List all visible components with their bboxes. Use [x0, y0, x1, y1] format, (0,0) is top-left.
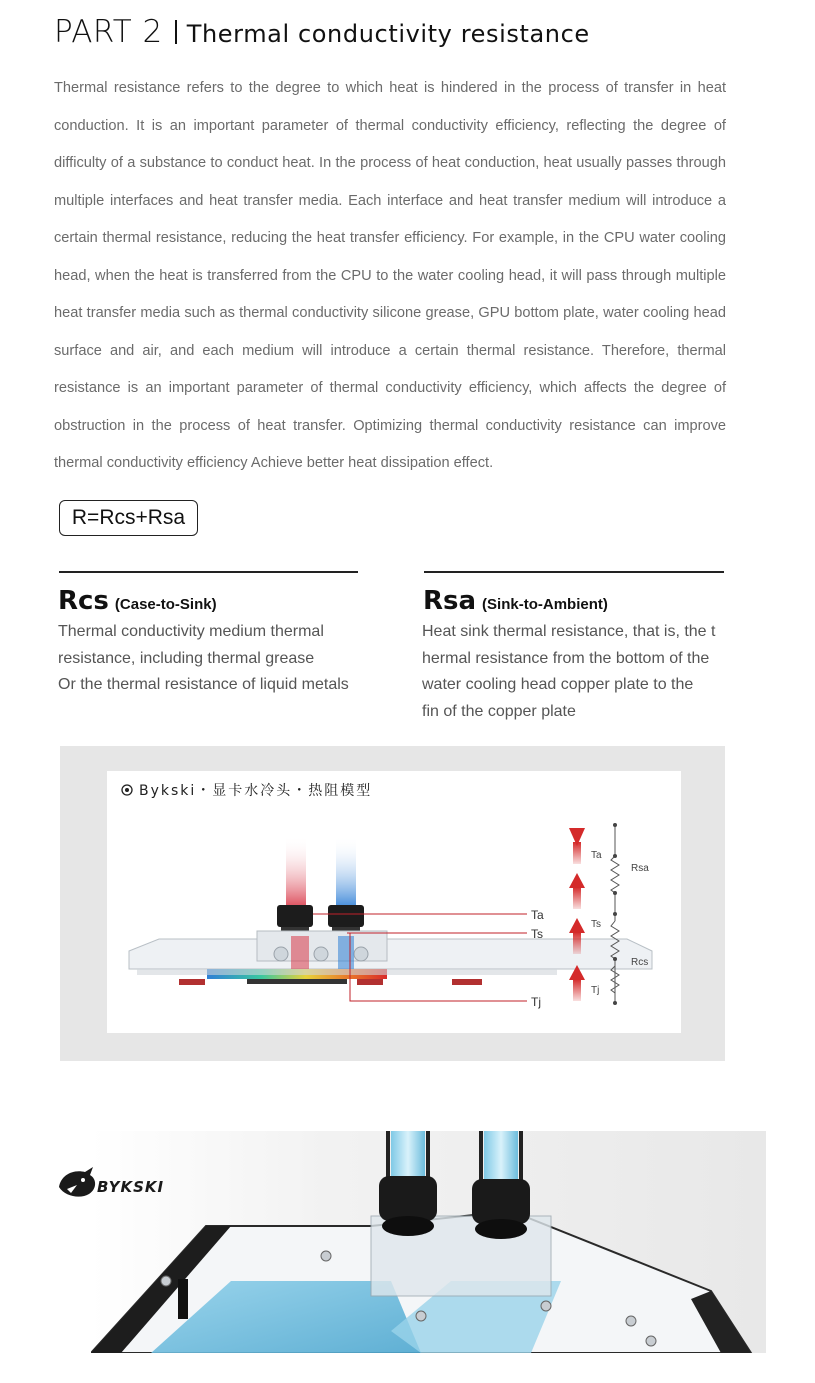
callout-ts: Ts	[531, 927, 543, 941]
scale-label-ta: Ta	[591, 850, 602, 861]
rcs-abbr: Rcs	[58, 586, 109, 616]
thermal-resistance-diagram	[107, 771, 681, 1033]
rsa-full-name: (Sink-to-Ambient)	[482, 596, 608, 613]
formula-box: R=Rcs+Rsa	[59, 500, 198, 536]
section-title: Thermal conductivity resistance	[186, 20, 590, 48]
scale-label-ts: Ts	[591, 919, 601, 930]
rcs-line: Thermal conductivity medium thermal	[58, 623, 324, 640]
heat-arrows	[569, 828, 585, 1001]
rsa-heading	[423, 586, 608, 616]
rsa-description	[422, 619, 732, 725]
rcs-heading	[58, 586, 217, 616]
bykski-logo-mark	[55, 1163, 165, 1199]
resistor-label-rsa: Rsa	[631, 863, 649, 874]
rcs-line: resistance, including thermal grease	[58, 649, 315, 667]
resistor-label-rcs: Rcs	[631, 957, 649, 968]
rcs-full-name: (Case-to-Sink)	[114, 596, 217, 613]
rcs-line: Or the thermal resistance of liquid metals	[58, 676, 349, 693]
hot-tube	[286, 836, 306, 911]
rsa-divider	[424, 571, 724, 573]
cold-tube	[336, 836, 356, 911]
diagram-caption	[122, 782, 372, 799]
callout-tj: Tj	[531, 995, 541, 1009]
dragon-head-icon	[59, 1167, 95, 1197]
rsa-abbr: Rsa	[423, 586, 477, 616]
title-divider	[175, 20, 177, 44]
fitting-right	[328, 905, 364, 927]
rsa-line: fin of the copper plate	[422, 702, 576, 720]
callout-ta: Ta	[531, 908, 544, 922]
rcs-description	[58, 619, 368, 699]
logo-wordmark: BYKSKI	[97, 1178, 165, 1196]
product-photo	[91, 1131, 766, 1353]
intro-paragraph: Thermal resistance refers to the degree to which heat is hindered in the process of transfer in heat conduction. It is an important parameter of thermal conductivity efficiency, reflecting the degree of difficulty of a substance to conduct heat. In the process of heat conduction, heat usually passes through multiple interfaces and heat transfer media. Each interface and heat transfer medium will introduce a certain thermal resistance, reducing the heat transfer efficiency. For example, in the CPU water cooling head, when the heat is transferred from the CPU to the water cooling head, it will pass through multiple heat transfer media such as thermal conductivity silicone grease, GPU bottom plate, water cooling head surface and air, and each medium will introduce a certain thermal resistance. Therefore, thermal resistance is an important parameter of thermal conductivity efficiency, which affects the degree of obstruction in the process of heat transfer. Optimizing thermal conductivity resistance can improve thermal conductivity efficiency Achieve better heat dissipation effect.	[54, 80, 726, 471]
scale-label-tj: Tj	[591, 985, 600, 996]
page-title	[54, 14, 590, 50]
rsa-line: Heat sink thermal resistance, that is, the t	[422, 623, 716, 640]
rsa-line: hermal resistance from the bottom of the	[422, 649, 710, 667]
bykski-logo	[55, 1163, 165, 1204]
diagram-caption-text: Bykski・显卡水冷头・热阻模型	[139, 783, 373, 799]
rsa-line: water cooling head copper plate to the	[422, 676, 694, 693]
part-label: PART 2	[54, 14, 163, 50]
rcs-divider	[59, 571, 358, 573]
diagram-illustration	[107, 771, 681, 1033]
water-block-render	[91, 1131, 766, 1353]
fitting-left	[277, 905, 313, 927]
